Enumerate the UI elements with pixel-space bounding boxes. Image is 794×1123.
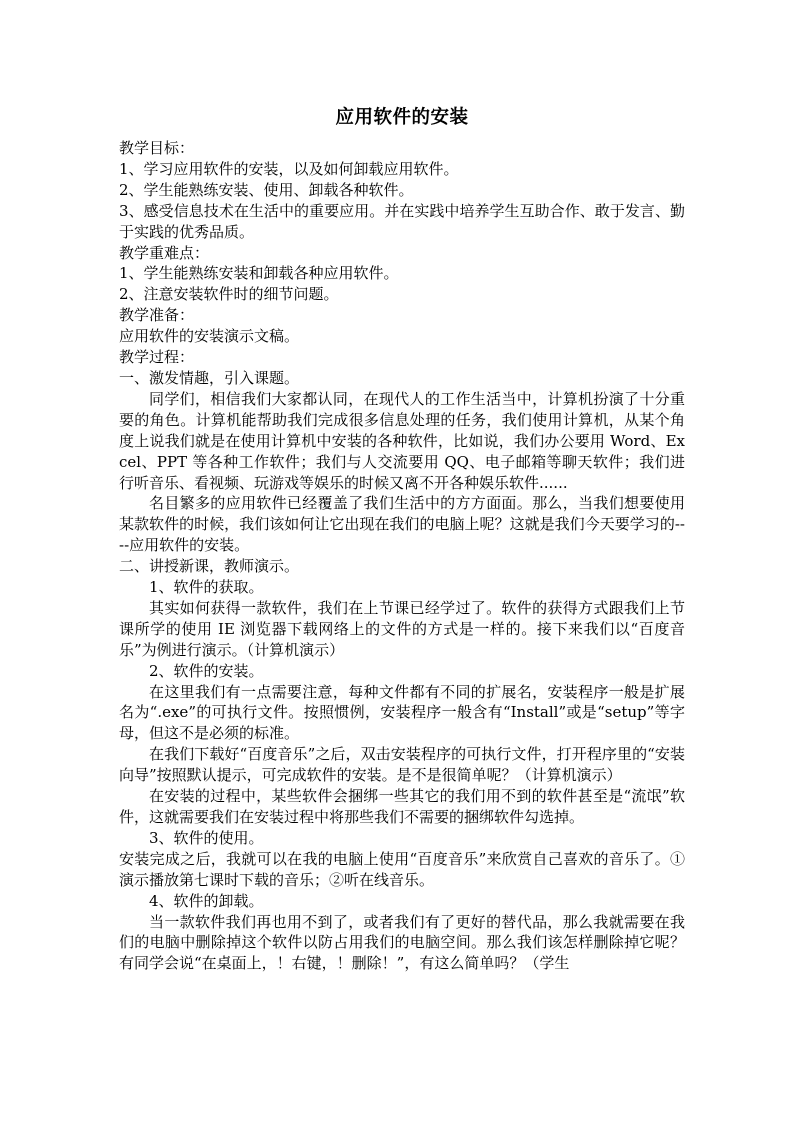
paragraph: 教学目标：: [119, 139, 195, 157]
paragraph: 在这里我们有一点需要注意，每种文件都有不同的扩展名，安装程序一般是扩展名为“.exe”的可执行文件。按照惯例，安装程序一般含有“Install”或是“setup”等字母，但这不是必须的标准。: [119, 682, 685, 743]
paragraph: 教学重难点：: [119, 243, 210, 262]
document-title: 应用软件的安装: [335, 107, 469, 128]
document-page: [119, 104, 685, 974]
paragraph: 1、软件的获取。: [149, 578, 264, 597]
paragraph: 2、学生能熟练安装、使用、卸载各种软件。: [119, 180, 414, 199]
paragraph: 1、学习应用软件的安装，以及如何卸载应用软件。: [119, 159, 459, 178]
paragraph: 安装完成之后，我就可以在我的电脑上使用“百度音乐”来欣赏自己喜欢的音乐了。①演示播放第七课时下载的音乐；②听在线音乐。: [119, 849, 685, 889]
paragraph: 教学准备：: [119, 306, 195, 325]
paragraph: 2、注意安装软件时的细节问题。: [119, 285, 339, 304]
paragraph: 教学过程：: [119, 348, 195, 367]
paragraph: 同学们，相信我们大家都认同，在现代人的工作生活当中，计算机扮演了十分重要的角色。计算机能帮助我们完成很多信息处理的任务，我们使用计算机，从某个角度上说我们就是在使用计算机中安装的各种软件，比如说，我们办公要用 Word、Excel、PPT 等各种工作软件；我们与人交流要用 QQ、电子邮箱等聊天软件；我们进行听音乐、看视频、玩游戏等娱乐的时候又离不开各种娱乐软件......: [119, 389, 685, 492]
paragraph: 应用软件的安装演示文稿。: [119, 327, 300, 346]
paragraph: 3、软件的使用。: [149, 828, 264, 847]
paragraph: 当一款软件我们再也用不到了，或者我们有了更好的替代品，那么我就需要在我们的电脑中删除掉这个软件以防占用我们的电脑空间。那么我们该怎样删除掉它呢？有同学会说“在桌面上，！右键，！删除！”，有这么简单吗？（学生: [119, 912, 685, 973]
paragraph: 名目繁多的应用软件已经覆盖了我们生活中的方方面面。那么，当我们想要使用某款软件的时候，我们该如何让它出现在我们的电脑上呢？这就是我们今天要学习的----应用软件的安装。: [119, 494, 685, 555]
paragraph: 4、软件的卸载。: [149, 891, 264, 910]
document-body: [119, 138, 685, 974]
paragraph: 在安装的过程中，某些软件会捆绑一些其它的我们用不到的软件甚至是“流氓”软件，这就需要我们在安装过程中将那些我们不需要的捆绑软件勾选掉。: [119, 787, 685, 826]
paragraph: 二、讲授新课，教师演示。: [119, 557, 300, 576]
paragraph: 一、激发情趣，引入课题。: [119, 368, 300, 387]
paragraph: 1、学生能熟练安装和卸载各种应用软件。: [119, 264, 399, 283]
paragraph: 其实如何获得一款软件，我们在上节课已经学过了。软件的获得方式跟我们上节课所学的使用 IE 浏览器下载网络上的文件的方式是一样的。接下来我们以“百度音乐”为例进行演示。（计算机演示）: [119, 598, 685, 659]
paragraph: 在我们下载好“百度音乐”之后，双击安装程序的可执行文件，打开程序里的“安装向导”按照默认提示，可完成软件的安装。是不是很简单呢？（计算机演示）: [119, 745, 685, 785]
paragraph: 3、感受信息技术在生活中的重要应用。并在实践中培养学生互助合作、敢于发言、勤于实践的优秀品质。: [119, 201, 685, 241]
paragraph: 2、软件的安装。: [149, 661, 264, 680]
